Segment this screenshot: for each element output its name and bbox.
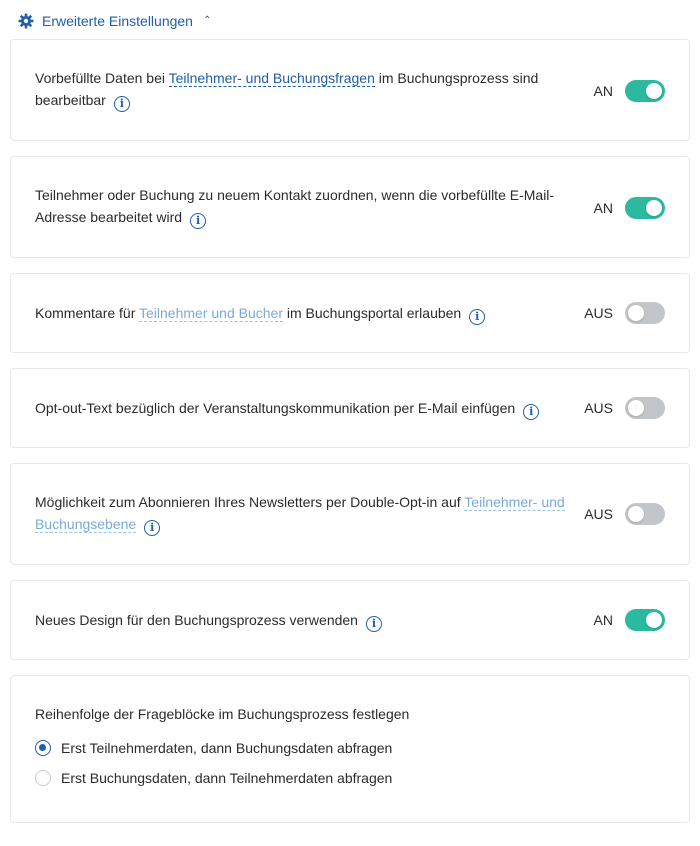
status-label: AN bbox=[593, 83, 613, 99]
status-label: AN bbox=[593, 200, 613, 216]
questions-link[interactable]: Teilnehmer- und Buchungsfragen bbox=[168, 70, 375, 86]
toggle-knob bbox=[628, 305, 644, 321]
status-label: AN bbox=[593, 612, 613, 628]
setting-card-comments bbox=[10, 273, 690, 353]
question-order-title: Reihenfolge der Frageblöcke im Buchungsprozess festlegen bbox=[35, 706, 410, 722]
toggle-switch[interactable] bbox=[625, 397, 665, 419]
participants-bookers-link[interactable]: Teilnehmer und Bucher bbox=[139, 305, 283, 321]
radio-button[interactable] bbox=[35, 770, 51, 786]
chevron-up-icon: ⌃ bbox=[202, 15, 212, 26]
info-icon[interactable]: i bbox=[144, 520, 160, 536]
radio-button[interactable] bbox=[35, 740, 51, 756]
info-icon[interactable]: i bbox=[190, 213, 206, 229]
advanced-settings-title: Erweiterte Einstellungen bbox=[42, 13, 193, 29]
toggle-switch[interactable] bbox=[625, 503, 665, 525]
setting-label: Kommentare für Teilnehmer und Bucher im Buchungsportal erlauben i bbox=[35, 302, 595, 325]
setting-card-assign-contact bbox=[10, 156, 690, 258]
setting-label: Teilnehmer oder Buchung zu neuem Kontakt zuordnen, wenn die vorbefüllte E-Mail-Adresse bearbeitet wird i bbox=[35, 187, 555, 227]
status-label: AUS bbox=[584, 506, 613, 522]
gear-icon bbox=[18, 13, 34, 29]
radio-label: Erst Teilnehmerdaten, dann Buchungsdaten abfragen bbox=[61, 740, 393, 756]
advanced-settings-toggle[interactable] bbox=[18, 10, 211, 32]
radio-option-booking-first[interactable] bbox=[35, 770, 392, 786]
toggle-switch[interactable] bbox=[625, 302, 665, 324]
toggle-knob bbox=[646, 612, 662, 628]
radio-option-participant-first[interactable] bbox=[35, 740, 392, 756]
toggle-switch[interactable] bbox=[625, 80, 665, 102]
status-label: AUS bbox=[584, 305, 613, 321]
setting-label: Neues Design für den Buchungsprozess verwenden i bbox=[35, 609, 595, 632]
setting-label: Möglichkeit zum Abonnieren Ihres Newsletters per Double-Opt-in auf Teilnehmer- und Buchungsebene i bbox=[35, 494, 565, 534]
question-order-card bbox=[10, 675, 690, 823]
info-icon[interactable]: i bbox=[469, 309, 485, 325]
toggle-knob bbox=[628, 506, 644, 522]
info-icon[interactable]: i bbox=[366, 616, 382, 632]
toggle-knob bbox=[628, 400, 644, 416]
setting-label: Opt-out-Text bezüglich der Veranstaltungskommunikation per E-Mail einfügen i bbox=[35, 397, 595, 420]
toggle-knob bbox=[646, 200, 662, 216]
info-icon[interactable]: i bbox=[523, 404, 539, 420]
status-label: AUS bbox=[584, 400, 613, 416]
toggle-switch[interactable] bbox=[625, 609, 665, 631]
setting-card-prefilled-data bbox=[10, 39, 690, 141]
setting-card-newsletter bbox=[10, 463, 690, 565]
toggle-knob bbox=[646, 83, 662, 99]
setting-card-opt-out bbox=[10, 368, 690, 448]
toggle-switch[interactable] bbox=[625, 197, 665, 219]
setting-card-new-design bbox=[10, 580, 690, 660]
setting-label: Vorbefüllte Daten bei Teilnehmer- und Buchungsfragen im Buchungsprozess sind bearbeitbar i bbox=[35, 70, 539, 110]
participant-booking-level-link[interactable]: Teilnehmer- und Buchungsebene bbox=[35, 494, 565, 532]
info-icon[interactable]: i bbox=[114, 96, 130, 112]
radio-label: Erst Buchungsdaten, dann Teilnehmerdaten abfragen bbox=[61, 770, 393, 786]
